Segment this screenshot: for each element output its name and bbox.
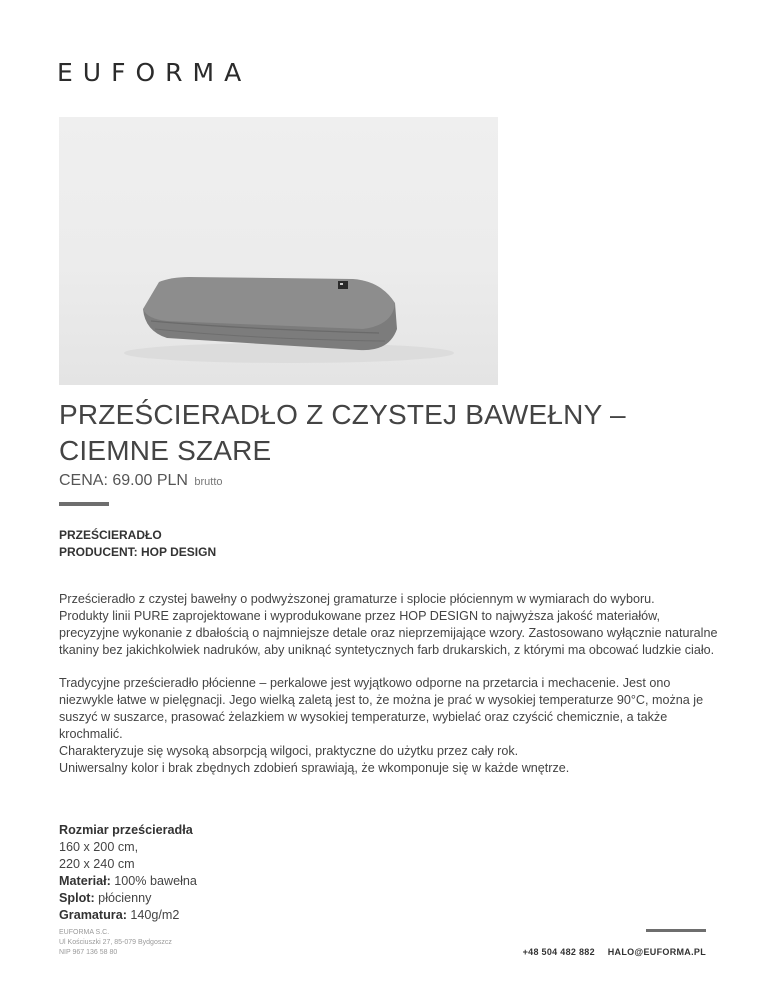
sheet-shadow — [124, 343, 454, 363]
product-category: PRZEŚCIERADŁO — [59, 528, 162, 542]
footer-phone: +48 504 482 882 — [522, 947, 595, 957]
product-specs — [59, 822, 459, 922]
product-meta — [59, 527, 216, 561]
spec-material-label: Materiał: — [59, 874, 111, 888]
spec-weight-label: Gramatura: — [59, 908, 127, 922]
spec-size-option: 220 x 240 cm — [59, 857, 135, 871]
price-value: CENA: 69.00 PLN — [59, 472, 188, 489]
product-photo — [59, 117, 498, 385]
spec-weight-value: 140g/m2 — [126, 908, 180, 922]
product-price — [59, 472, 223, 490]
description-paragraph: Prześcieradło z czystej bawełny o podwyższonej gramaturze i splocie płóciennym w wymiarach do wyboru. Produkty linii PURE zaprojektowane i wyprodukowane przez HOP DESIGN to najwyższa jakość materiałów, precyzyjne wykonanie z dbałością o najmniejsze detale oraz nieprzemijające wzory. Zastosowano wyłącznie naturalne tkaniny bez jakichkolwiek nadruków, aby uniknąć syntetycznych farb drukarskich, z którymi ma obcować ludzkie ciało. — [59, 592, 718, 657]
description-paragraph: Tradycyjne prześcieradło płócienne – perkalowe jest wyjątkowo odporne na przetarcia i mechacenie. Jest ono niezwykle łatwe w pielęgnacji. Jego wielką zaletą jest to, że można je prać w wysokiej temperaturze 90°C, można je suszyć w suszarce, prasować żelazkiem w wysokiej temperaturze, wybielać oraz czyścić chemicznie, a także krochmalić. Charakteryzuje się wysoką absorpcją wilgoci, praktyczne do użytku przez cały rok. Uniwersalny kolor i brak zbędnych zdobień sprawiają, że wkomponuje się w każde wnętrze. — [59, 676, 704, 775]
footer-company-info — [59, 928, 172, 958]
spec-size-label: Rozmiar prześcieradła — [59, 823, 193, 837]
brand-logo: EUFORMA — [57, 58, 252, 87]
product-description — [59, 591, 719, 777]
footer-company: EUFORMA S.C. — [59, 929, 110, 936]
product-producer: PRODUCENT: HOP DESIGN — [59, 545, 217, 559]
spec-material-value: 100% bawełna — [110, 874, 197, 888]
sheet-top — [143, 277, 395, 329]
product-title: PRZEŚCIERADŁO Z CZYSTEJ BAWEŁNY – CIEMNE SZARE — [59, 399, 626, 466]
price-suffix: brutto — [194, 476, 223, 488]
footer-contact — [523, 947, 706, 957]
section-divider — [59, 502, 109, 506]
footer-email: HALO@EUFORMA.PL — [607, 947, 706, 957]
folded-sheet-illustration — [59, 117, 498, 385]
sheet-label-mark — [340, 283, 343, 285]
footer-nip: NIP 967 136 58 80 — [59, 949, 118, 956]
spec-weave-value: płócienny — [94, 891, 152, 905]
footer-address: Ul Kościuszki 27, 85-079 Bydgoszcz — [59, 939, 172, 946]
footer-divider — [646, 929, 706, 932]
spec-size-option: 160 x 200 cm, — [59, 840, 139, 854]
spec-weave-label: Splot: — [59, 891, 95, 905]
